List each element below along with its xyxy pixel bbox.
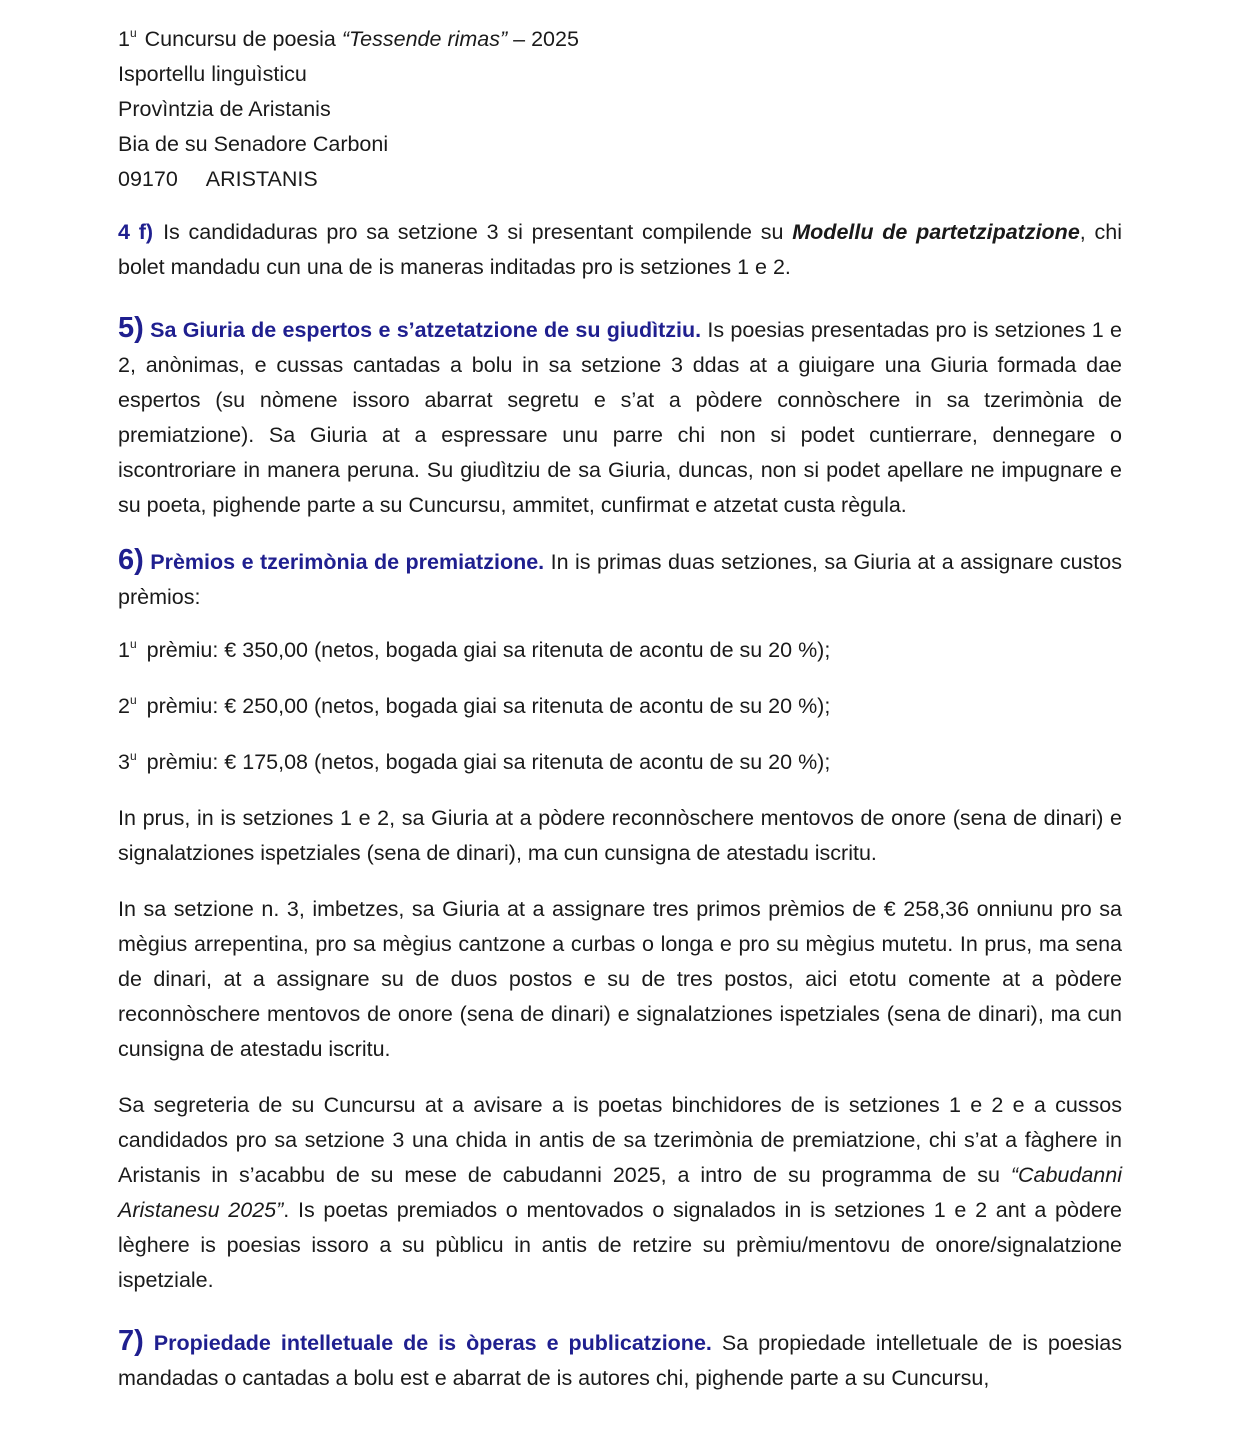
prize-first-ordinal: 1 (118, 638, 130, 662)
prize-first-text: prèmiu: € 350,00 (netos, bogada giai sa ritenuta de acontu de su 20 %); (146, 638, 831, 662)
postcode: 09170 (118, 167, 178, 191)
ceremony-paragraph (118, 1088, 1122, 1298)
paragraph-4f (118, 215, 1122, 285)
letter-header (118, 22, 1122, 197)
prize-first-sup: u (129, 637, 137, 651)
street-line: Bia de su Senadore Carboni (118, 132, 389, 156)
paragraph-4f-text-before: Is candidaduras pro sa setzione 3 si presentant compilende su (163, 220, 784, 244)
paragraph-4f-label: 4 f) (118, 220, 154, 244)
section-7-title: Propiedade intelletuale de is òperas e publicatzione. (153, 1331, 712, 1355)
prize-second (118, 689, 1122, 724)
section-5-paragraph (118, 311, 1122, 523)
section-7 (118, 1324, 1122, 1396)
prize-second-sup: u (129, 693, 137, 707)
section-6-intro: In is primas duas setziones, sa Giuria at a assignare custos prèmios: (118, 550, 1122, 609)
prize-third-text: prèmiu: € 175,08 (netos, bogada giai sa ritenuta de acontu de su 20 %); (146, 750, 831, 774)
prize-second-text: prèmiu: € 250,00 (netos, bogada giai sa ritenuta de acontu de su 20 %); (146, 694, 831, 718)
prize-third-ordinal: 3 (118, 750, 130, 774)
section-7-number: 7) (118, 1325, 144, 1357)
contest-title: “Tessende rimas” (341, 27, 508, 51)
section-5-title: Sa Giuria de espertos e s’atzetatzione de su giudìtziu. (150, 318, 702, 342)
section-6 (118, 543, 1122, 615)
city-line (118, 162, 1122, 197)
prize-second-ordinal: 2 (118, 694, 130, 718)
contest-year: – 2025 (513, 27, 579, 51)
section-6-intro-paragraph (118, 543, 1122, 615)
section-5-number: 5) (118, 312, 144, 344)
section-3-prizes-paragraph: In sa setzione n. 3, imbetzes, sa Giuria at a assignare tres primos prèmios de € 258,36 onniunu pro sa mègius arrepentina, pro sa mègius cantzone a curbas o longa e pro su mègius mutetu. In prus, ma sena de dinari, at a assignare su de duos postos e su de tres postos, aici etotu comente at a pòdere reconnòschere mentovos de onore (sena de dinari) e signalatziones ispetziales (sena de dinari), ma cun cunsigna de atestadu iscritu. (118, 897, 1122, 1061)
document-page (118, 22, 1122, 1416)
contest-line (118, 22, 1122, 57)
paragraph-4f-text-after: , chi bolet mandadu cun una de is maneras inditadas pro is setziones 1 e 2. (118, 220, 1123, 279)
city: ARISTANIS (205, 167, 318, 191)
prize-third (118, 745, 1122, 780)
contest-ordinal: 1 (118, 27, 130, 51)
section-5 (118, 311, 1122, 523)
contest-ordinal-sup: u (129, 26, 137, 40)
paragraph-4f-form-name: Modellu de partetzipatzione (792, 220, 1080, 244)
contest-prefix: Cuncursu de poesia (144, 27, 336, 51)
section-7-paragraph (118, 1324, 1122, 1396)
ceremony-text-after: . Is poetas premiados o mentovados o signalados in is setziones 1 e 2 ant a pòdere lèghere is poesias issoro a su pùblicu in antis de retzire su prèmiu/mentovu de onore/signalatzione ispetziale. (118, 1198, 1123, 1292)
prize-third-sup: u (129, 749, 137, 763)
section-5-body: Is poesias presentadas pro is setziones 1 e 2, anònimas, e cussas cantadas a bolu in sa setzione 3 ddas at a giuigare una Giuria formada dae espertos (su nòmene issoro abarrat segretu e s’at a pòdere connòschere in sa tzerimònia de premiatzione). Sa Giuria at a espressare unu parre chi non si podet cuntierrare, dennegare o iscontroriare in manera peruna. Su giudìtziu de sa Giuria, duncas, non si podet apellare ne impugnare e su poeta, pighende parte a su Cuncursu, ammitet, cunfirmat e atzetat custa règula. (118, 318, 1122, 517)
section-6-title: Prèmios e tzerimònia de premiatzione. (150, 550, 545, 574)
ceremony-event-name: “Cabudanni Aristanesu 2025” (118, 1163, 1122, 1222)
section-6-number: 6) (118, 544, 144, 576)
section-7-body: Sa propiedade intelletuale de is poesias mandadas o cantadas a bolu est e abarrat de is autores chi, pighende parte a su Cuncursu, (118, 1331, 1122, 1390)
honours-paragraph: In prus, in is setziones 1 e 2, sa Giuria at a pòdere reconnòschere mentovos de onore (sena de dinari) e signalatziones ispetziales (sena de dinari), ma cun cunsigna de atestadu iscritu. (118, 806, 1122, 865)
prize-first (118, 633, 1122, 668)
office-line: Isportellu linguìsticu (118, 62, 307, 86)
province-line: Provìntzia de Aristanis (118, 97, 331, 121)
ceremony-text-before: Sa segreteria de su Cuncursu at a avisare a is poetas binchidores de is setziones 1 e 2 e a cussos candidados pro sa setzione 3 una chida in antis de sa tzerimònia de premiatzione, chi s’at a fàghere in Aristanis in s’acabbu de su mese de cabudanni 2025, a intro de su programma de su (118, 1093, 1122, 1187)
